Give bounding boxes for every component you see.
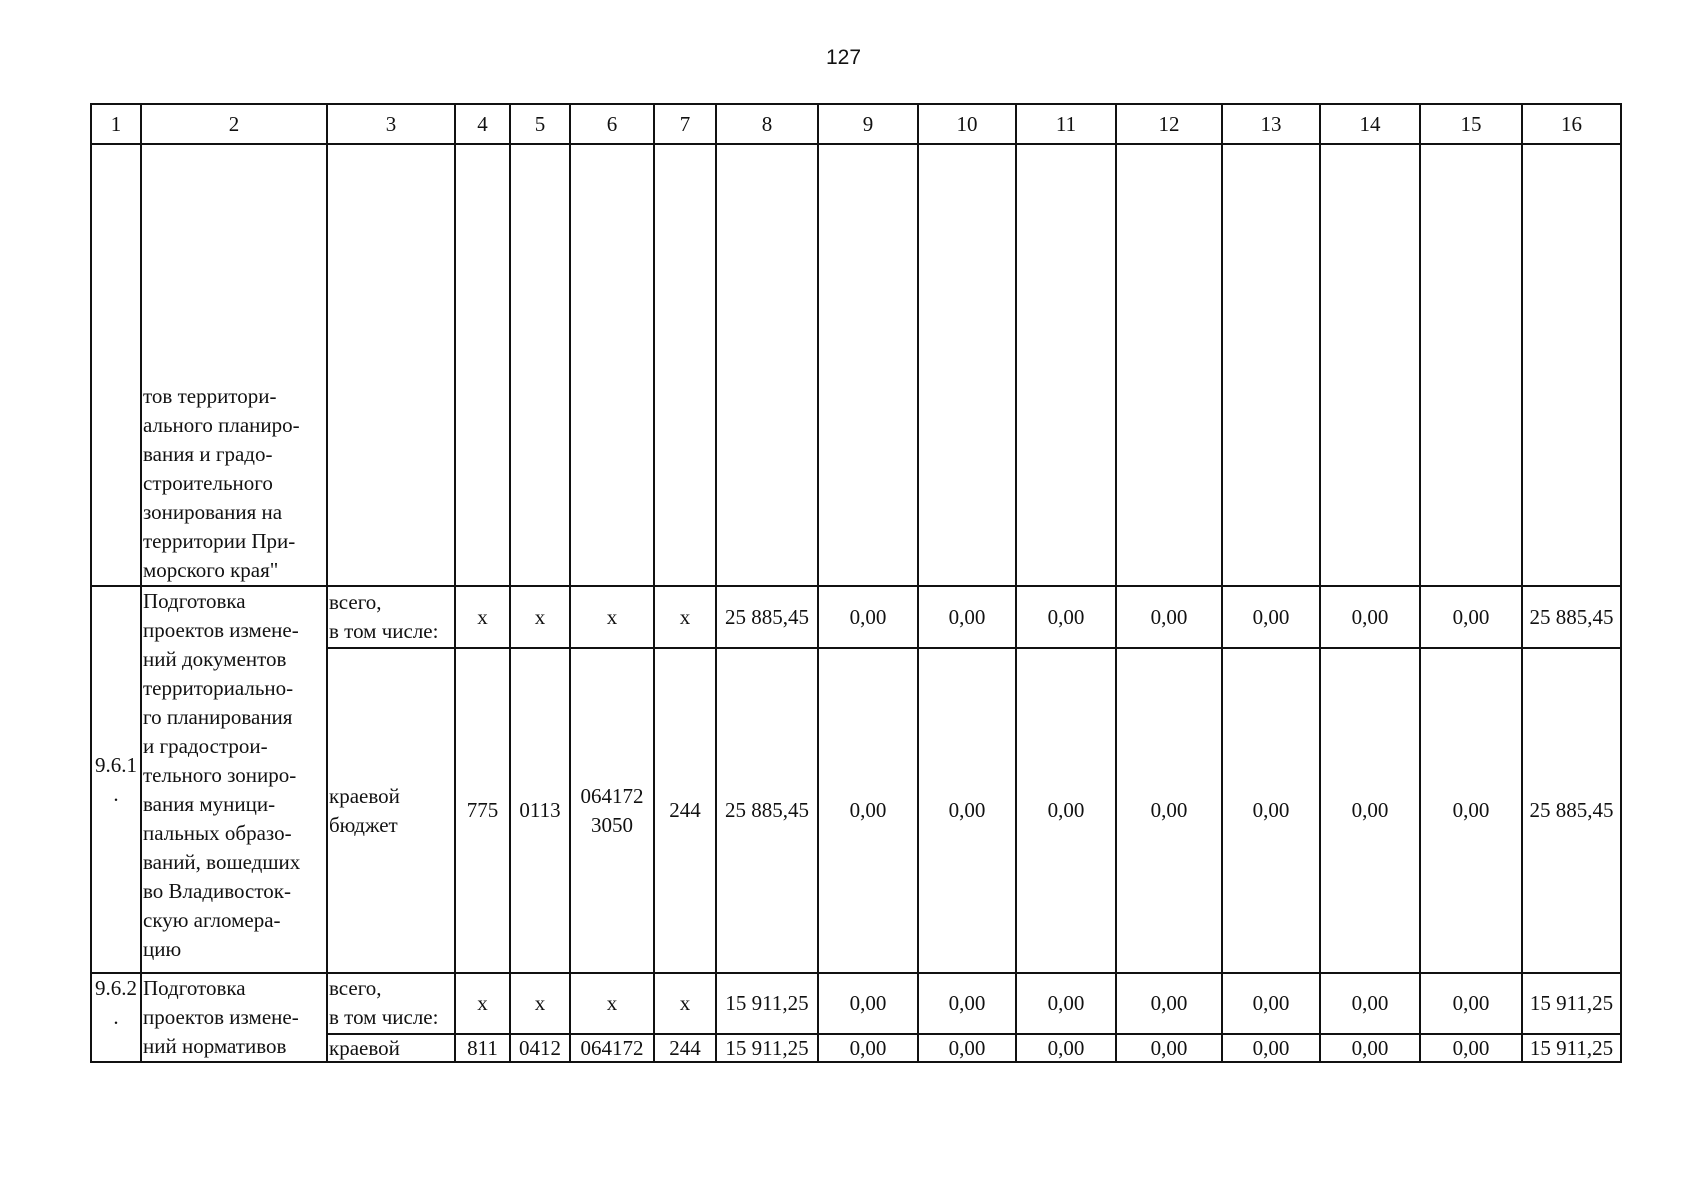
table-cell: x	[455, 973, 510, 1034]
table-row-9-6-2-total	[91, 973, 1621, 1034]
table-cell: x	[570, 586, 654, 648]
table-cell: 0,00	[1116, 586, 1222, 648]
table-cell: 25 885,45	[1522, 586, 1621, 648]
code-line: 064172	[580, 783, 644, 808]
table-cell: 15 911,25	[716, 1034, 818, 1062]
table-cell: 0,00	[918, 1034, 1016, 1062]
table-cell: 0,00	[918, 586, 1016, 648]
table-cell	[1222, 144, 1320, 586]
description-line: ваний, вошедших	[143, 850, 301, 874]
table-row-9-6-1-total	[91, 586, 1621, 648]
header-cell: 1	[91, 104, 141, 144]
table-cell: 0412	[510, 1034, 570, 1062]
table-cell	[818, 144, 918, 586]
table-cell	[570, 144, 654, 586]
table-cell	[1522, 144, 1621, 586]
description-line: Подготовка	[143, 976, 246, 1000]
table-cell	[91, 144, 141, 586]
table-cell: 0,00	[1320, 1034, 1420, 1062]
table-cell: 0113	[510, 648, 570, 973]
description-line: вания и градо-	[143, 442, 273, 466]
continuation-description	[141, 144, 327, 586]
header-cell: 15	[1420, 104, 1522, 144]
table-cell: x	[510, 973, 570, 1034]
description-line: ний нормативов	[143, 1034, 287, 1058]
index-line: .	[113, 1005, 119, 1029]
description-line: Подготовка	[143, 589, 246, 613]
header-cell: 3	[327, 104, 455, 144]
header-cell: 9	[818, 104, 918, 144]
table-cell: 0,00	[818, 1034, 918, 1062]
description-line: проектов измене-	[143, 1005, 299, 1029]
table-cell: 15 911,25	[716, 973, 818, 1034]
header-cell: 13	[1222, 104, 1320, 144]
header-row	[91, 104, 1621, 144]
table-cell: 25 885,45	[1522, 648, 1621, 973]
table-cell	[1420, 144, 1522, 586]
table-cell: 0,00	[1116, 973, 1222, 1034]
table-cell: 0,00	[1116, 1034, 1222, 1062]
table-cell: 15 911,25	[1522, 1034, 1621, 1062]
table-cell: 0,00	[1320, 586, 1420, 648]
table-cell: x	[654, 973, 716, 1034]
index-line: 9.6.2	[95, 976, 137, 1000]
row-index	[91, 586, 141, 973]
code-line: 3050	[591, 812, 633, 837]
header-cell: 16	[1522, 104, 1621, 144]
header-cell: 6	[570, 104, 654, 144]
table-cell	[1016, 144, 1116, 586]
table-cell	[327, 144, 455, 586]
table-cell: 0,00	[1016, 973, 1116, 1034]
table-cell: 775	[455, 648, 510, 973]
table-cell	[455, 144, 510, 586]
description-line: зонирования на	[143, 500, 283, 524]
page-number: 127	[825, 46, 862, 69]
source-line: в том числе:	[329, 619, 439, 643]
table-cell: 0,00	[1320, 973, 1420, 1034]
description-line: ального планиро-	[143, 413, 300, 437]
funding-source-regional: краевой	[327, 1034, 455, 1062]
row-index	[91, 973, 141, 1062]
table-cell	[510, 144, 570, 586]
description-line: и градострои-	[143, 734, 268, 758]
funding-source-total	[327, 973, 455, 1034]
table-cell: 0,00	[1222, 973, 1320, 1034]
source-line: бюджет	[329, 812, 398, 837]
header-cell: 2	[141, 104, 327, 144]
index-line: .	[113, 781, 119, 806]
table-cell: 244	[654, 1034, 716, 1062]
target-article-code	[570, 648, 654, 973]
description-line: го планирования	[143, 705, 293, 729]
continuation-row	[91, 144, 1621, 586]
table-cell: 0,00	[918, 648, 1016, 973]
row-description	[141, 973, 327, 1062]
header-cell: 14	[1320, 104, 1420, 144]
table-cell: 811	[455, 1034, 510, 1062]
funding-source-regional	[327, 648, 455, 973]
table-cell: 0,00	[1420, 973, 1522, 1034]
header-cell: 4	[455, 104, 510, 144]
description-line: морского края"	[143, 558, 279, 582]
table-cell: 0,00	[1222, 648, 1320, 973]
table-cell: 0,00	[1420, 586, 1522, 648]
table-cell: 0,00	[1420, 648, 1522, 973]
table-cell: 0,00	[818, 586, 918, 648]
table-cell: 0,00	[1016, 648, 1116, 973]
table-cell: 0,00	[1420, 1034, 1522, 1062]
budget-table	[90, 103, 1622, 1063]
table-cell: 0,00	[818, 973, 918, 1034]
description-line: цию	[143, 937, 182, 961]
table-cell: x	[570, 973, 654, 1034]
source-line: в том числе:	[329, 1005, 439, 1030]
description-line: территориально-	[143, 676, 294, 700]
table-cell: 25 885,45	[716, 586, 818, 648]
description-line: тельного зониро-	[143, 763, 297, 787]
header-cell: 7	[654, 104, 716, 144]
table-cell	[918, 144, 1016, 586]
description-line: во Владивосток-	[143, 879, 291, 903]
table-cell	[1116, 144, 1222, 586]
funding-source-total	[327, 586, 455, 648]
row-description	[141, 586, 327, 973]
index-line: 9.6.1	[95, 752, 137, 777]
description-line: пальных образо-	[143, 821, 292, 845]
target-article-code: 064172	[570, 1034, 654, 1062]
table-cell: 0,00	[1222, 1034, 1320, 1062]
table-cell: 0,00	[818, 648, 918, 973]
description-line: строительного	[143, 471, 273, 495]
table-cell: 244	[654, 648, 716, 973]
description-line: тов территори-	[143, 384, 277, 408]
table-cell	[1320, 144, 1420, 586]
header-cell: 5	[510, 104, 570, 144]
table-cell: 0,00	[1320, 648, 1420, 973]
table-cell: 15 911,25	[1522, 973, 1621, 1034]
header-cell: 10	[918, 104, 1016, 144]
description-line: ний документов	[143, 647, 287, 671]
header-cell: 12	[1116, 104, 1222, 144]
description-line: вания муници-	[143, 792, 276, 816]
table-cell	[654, 144, 716, 586]
table-cell	[716, 144, 818, 586]
table-cell: x	[654, 586, 716, 648]
header-cell: 8	[716, 104, 818, 144]
table-cell: 0,00	[1116, 648, 1222, 973]
table-cell: 0,00	[1222, 586, 1320, 648]
table-cell: 0,00	[1016, 1034, 1116, 1062]
description-line: территории При-	[143, 529, 296, 553]
table-cell: 25 885,45	[716, 648, 818, 973]
source-line: краевой	[329, 783, 400, 808]
table-cell: x	[510, 586, 570, 648]
header-cell: 11	[1016, 104, 1116, 144]
table-cell: x	[455, 586, 510, 648]
table-cell: 0,00	[1016, 586, 1116, 648]
source-line: всего,	[329, 590, 382, 614]
source-line: всего,	[329, 976, 382, 1001]
description-line: скую агломера-	[143, 908, 281, 932]
description-line: проектов измене-	[143, 618, 299, 642]
table-cell: 0,00	[918, 973, 1016, 1034]
